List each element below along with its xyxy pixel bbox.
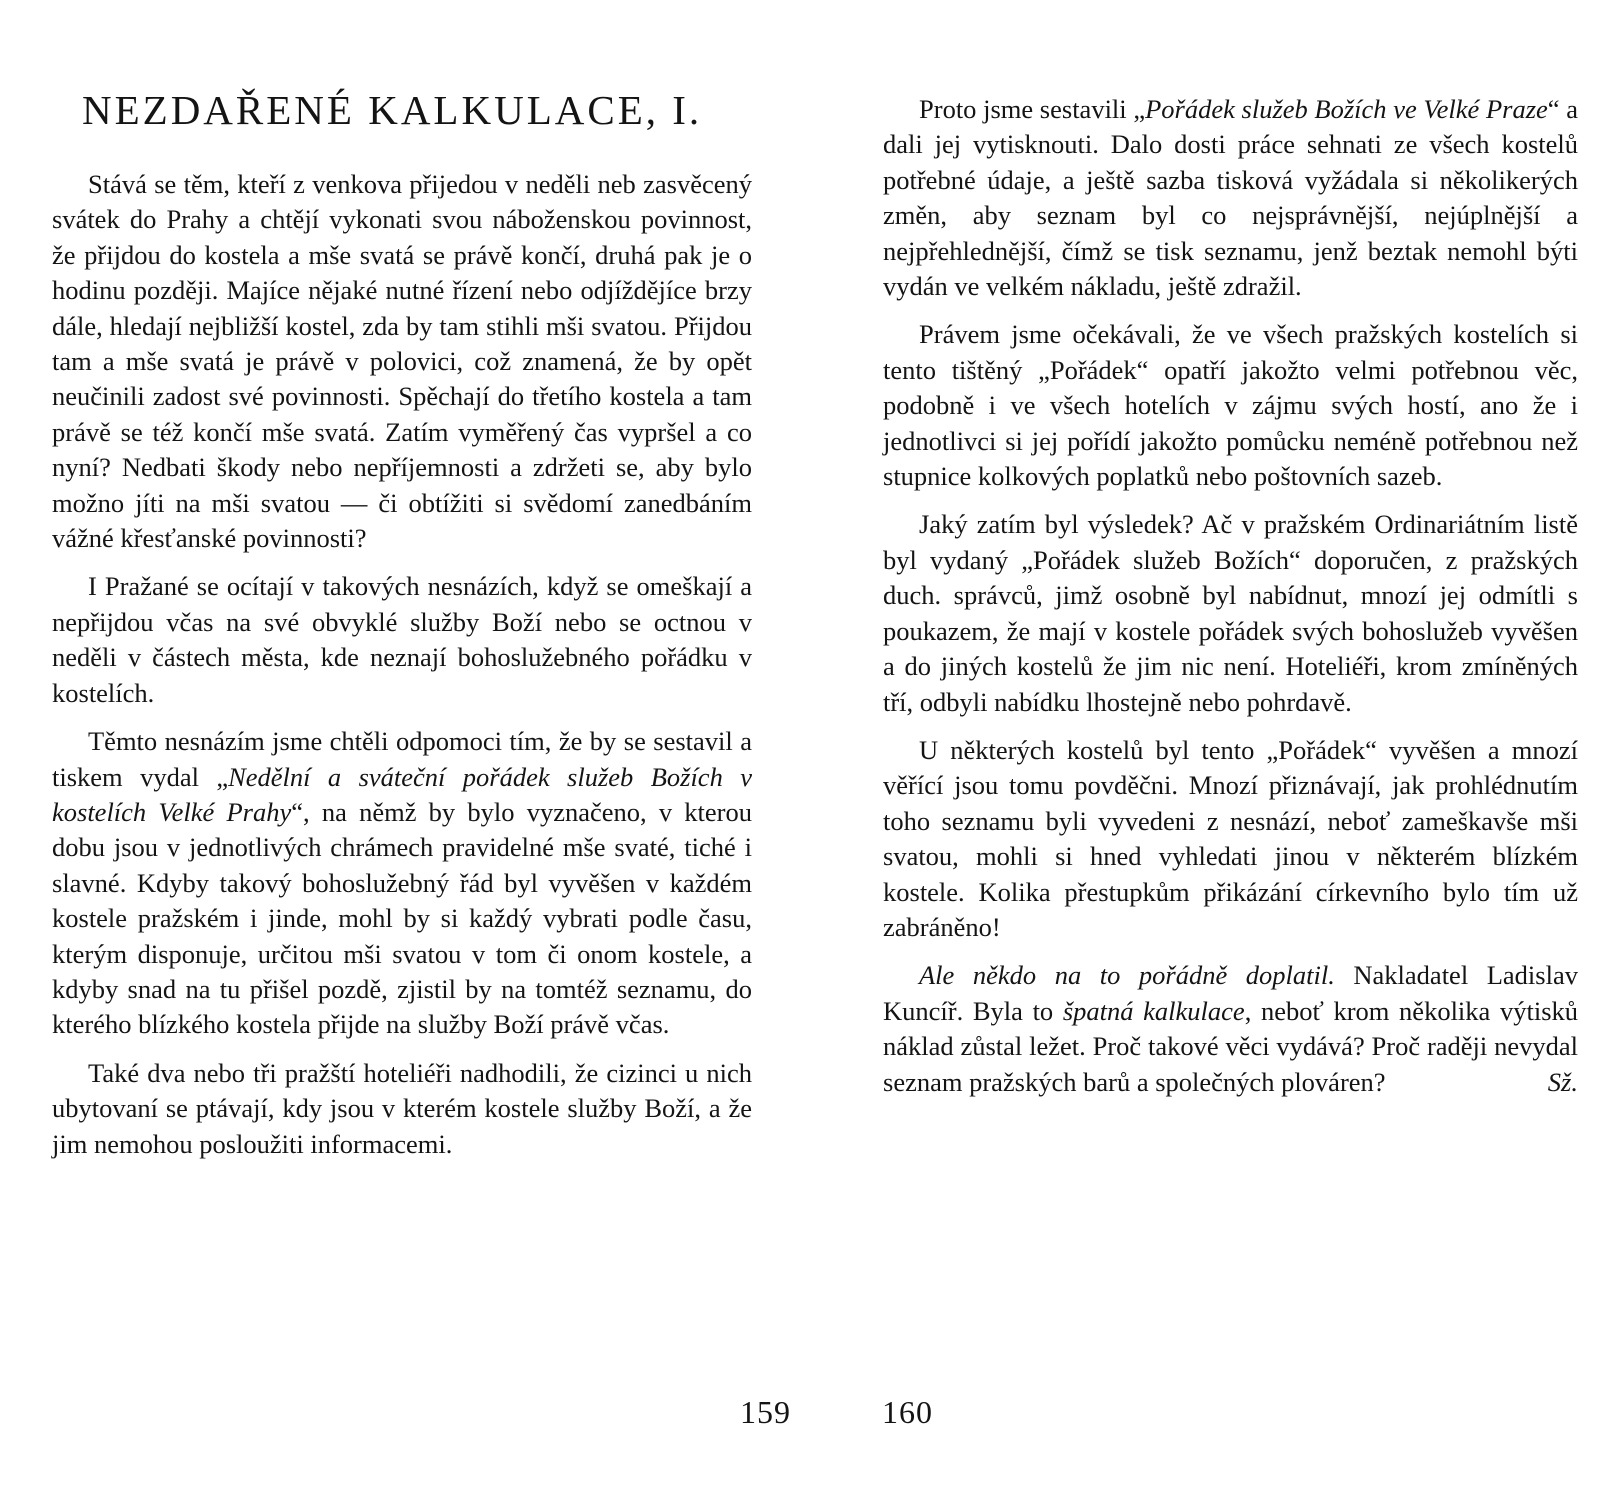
paragraph: I Pražané se ocítají v takových nesnázích, když se omeškají a nepřijdou včas na své obvyklé služby Boží nebo se octnou v neděli v částech města, kde neznají bohoslužebného pořádku v kostelích. (52, 571, 752, 708)
paragraph-text: , neboť krom několika výtisků náklad zůstal ležet. Proč takové věci vydává? Proč raději nevydal seznam pražských barů a společných plováren? (883, 995, 1579, 1097)
paragraph-text: Těmto nesnázím jsme chtěli odpomoci tím, že by se sestavil a tiskem vydal „ (52, 726, 752, 792)
italic-title: Pořádek služeb Božích ve Velké Praze (1145, 94, 1548, 124)
paragraph: Také dva nebo tři pražští hoteliéři nadhodili, že cizinci u nich ubytovaní se ptávají, kdy jsou v kterém kostele služby Boží, a že jim nemohou posloužiti informacemi. (52, 1057, 752, 1159)
italic-title: Nedělní a sváteční pořádek služeb Božích v kostelích Velké Prahy (52, 761, 752, 827)
left-text-column (52, 167, 752, 1175)
chapter-title: NEZDAŘENÉ KALKULACE, I. (82, 87, 703, 133)
page-number: 159 (740, 1394, 791, 1430)
page-number: 160 (882, 1394, 933, 1430)
paragraph-text: Proto jsme sestavili „ (919, 94, 1146, 124)
paragraph (883, 92, 1578, 304)
paragraph: Jaký zatím byl výsledek? Ač v pražském Ordinariátním listě byl vydaný „Pořádek služeb Božích“ doporučen, z pražských duch. správců, jimž osobně byl nabídnut, mnozí jej odmítli s poukazem, že mají v kostele pořádek svých bohoslužeb vyvěšen a do jiných kostelů že jim nic není. Hoteliéři, krom zmíněných tří, odbyli nabídku lhostejně nebo pohrdavě. (883, 509, 1578, 717)
right-text-column (883, 92, 1578, 1113)
paragraph: U některých kostelů byl tento „Pořádek“ vyvěšen a mnozí věřící jsou tomu povděčni. Mnozí přiznávají, jak prohlédnutím toho seznamu byli vyvedeni z nesnází, neboť zameškavše mši svatou, mohli si hned vyhledati jinou v některém blízkém kostele. Kolika přestupkům přikázání církevního bylo tím už zabráněno! (883, 734, 1578, 942)
paragraph (883, 958, 1578, 1100)
italic-phrase: špatná kalkulace (1062, 995, 1245, 1026)
paragraph (52, 724, 752, 1043)
paragraph: Právem jsme očekávali, že ve všech pražských kostelích si tento tištěný „Pořádek“ opatří jakožto velmi potřebnou věc, podobně i ve všech hotelích v zájmu svých hostí, ano že i jednotlivci si jej pořídí jakožto pomůcku neméně potřebnou než stupnice kolkových poplatků nebo poštovních sazeb. (883, 319, 1578, 492)
italic-phrase: Ale někdo na to pořádně doplatil. (919, 960, 1335, 991)
paragraph-text: Nakladatel Ladislav Kuncíř. Byla to (883, 960, 1578, 1026)
paragraph-text: “ a dali jej vytisknouti. Dalo dosti práce sehnati ze všech kostelů potřebné údaje, a ještě sazba tisková vyžádala si několikerých změn, aby seznam byl co nejsprávnější, nejúplnější a nejpřehlednější, čímž se tisk seznamu, jenž beztak nemohl býti vydán ve velkém nákladu, ještě zdražil. (883, 94, 1578, 302)
paragraph: Stává se těm, kteří z venkova přijedou v neděli neb zasvěcený svátek do Prahy a chtějí vykonati svou náboženskou povinnost, že přijdou do kostela a mše svatá se právě končí, druhá pak je o hodinu později. Majíce nějaké nutné řízení nebo odjíždějíce brzy dále, hledají nejbližší kostel, zda by tam stihli mši svatou. Přijdou tam a mše svatá je právě v polovici, což znamená, že by opět neučinili zadost své povinnosti. Spěchají do třetího kostela a tam právě se též končí mše svatá. Zatím vyměřený čas vypršel a co nyní? Nedbati škody nebo nepříjemnosti a zdržeti se, aby bylo možno jíti na mši svatou — či obtížiti si svědomí zanedbáním vážné křesťanské povinnosti? (52, 169, 752, 554)
author-signature: Sž. (1547, 1066, 1578, 1097)
paragraph-text: “, na němž by bylo vyznačeno, v kterou dobu jsou v jednotlivých chrámech pravidelné mše svaté, tiché i slavné. Kdyby takový bohoslužebný řád byl vyvěšen v každém kostele pražském i jinde, mohl by si každý vybrati podle času, kterým disponuje, určitou mši svatou v tom či onom kostele, a kdyby snad na tu přišel pozdě, zjistil by na tomtéž seznamu, do kterého blízkého kostela přijde na služby Boží právě včas. (52, 796, 752, 1040)
